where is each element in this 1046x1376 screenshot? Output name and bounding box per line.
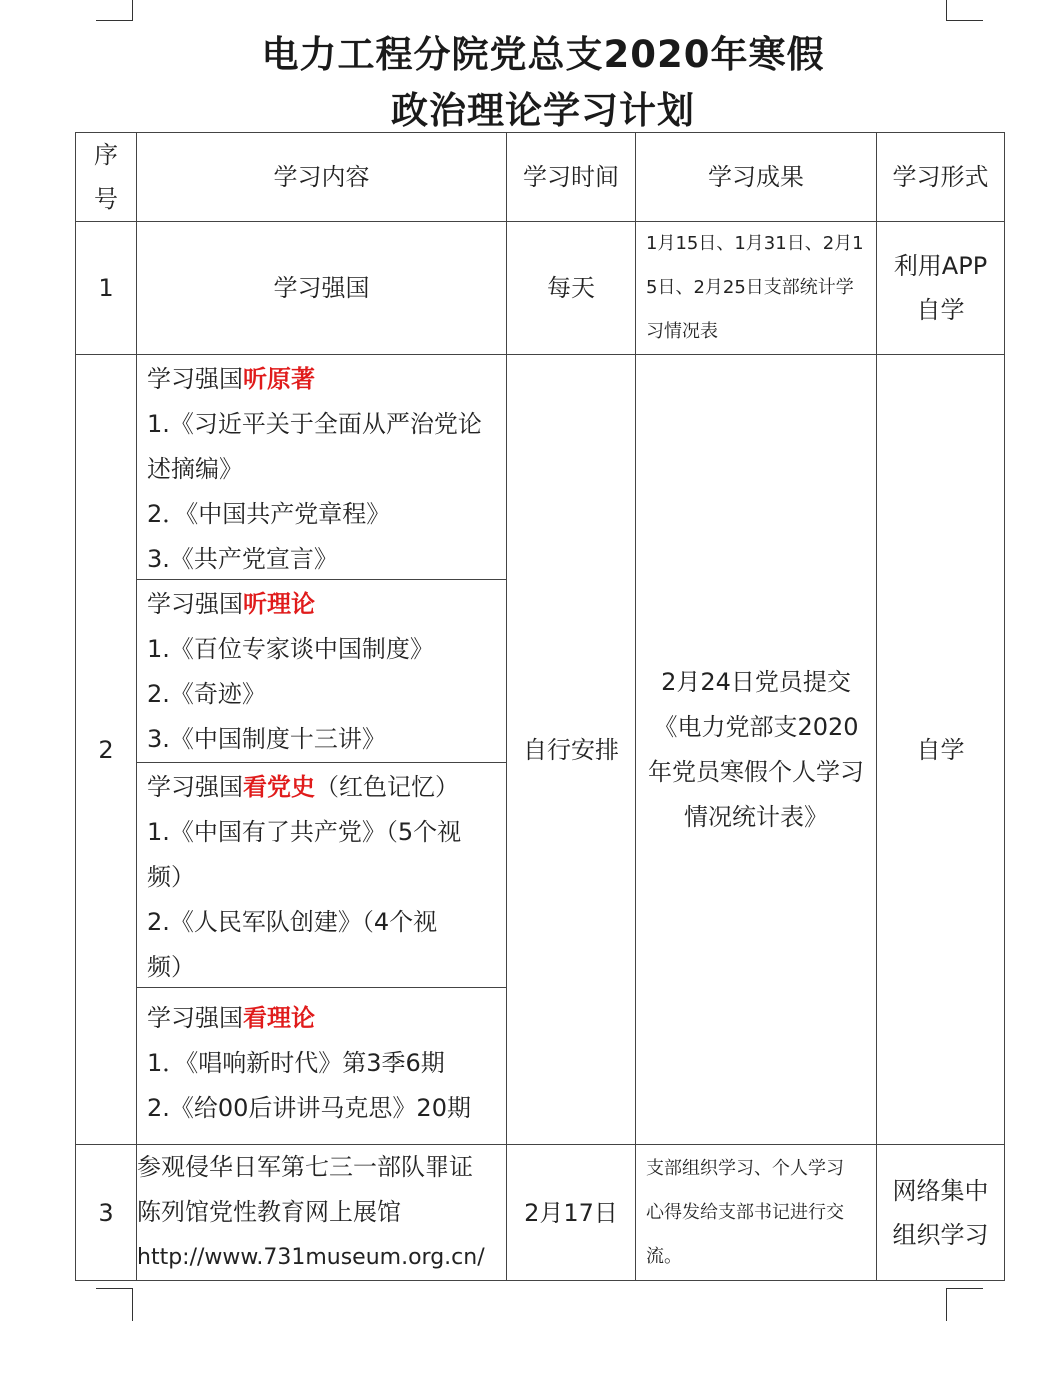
document-title-line-2: 政治理论学习计划 [391, 89, 695, 132]
row1-form: 利用APP 自学 [877, 222, 1005, 355]
row2-time: 自行安排 [507, 355, 636, 1145]
header-result: 学习成果 [636, 133, 877, 222]
document-title-line-1: 电力工程分院党总支2020年寒假 [261, 33, 825, 76]
row3-form: 网络集中 组织学习 [877, 1145, 1005, 1281]
row2-content [137, 355, 507, 1145]
crop-mark-bottom-left [96, 1288, 133, 1321]
header-content: 学习内容 [137, 133, 507, 222]
row1-time: 每天 [507, 222, 636, 355]
header-seq: 序 号 [76, 133, 137, 222]
row1-seq: 1 [76, 222, 137, 355]
row3-seq: 3 [76, 1145, 137, 1281]
header-form: 学习形式 [877, 133, 1005, 222]
crop-mark-top-right [946, 0, 983, 21]
museum-url-link[interactable]: http://www.731museum.org.cn/ [137, 1245, 485, 1270]
header-time: 学习时间 [507, 133, 636, 222]
crop-mark-top-left [96, 0, 133, 21]
study-plan-table [75, 132, 1005, 1281]
row3-result: 支部组织学习、个人学习 心得发给支部书记进行交 流。 [636, 1145, 877, 1281]
section-listen-theory: 学习强国听理论 1.《百位专家谈中国制度》 2.《奇迹》 3.《中国制度十三讲》 [137, 580, 506, 763]
row1-result: 1月15日、1月31日、2月1 5日、2月25日支部统计学 习情况表 [636, 222, 877, 355]
row2-seq: 2 [76, 355, 137, 1145]
table-row [76, 1145, 1005, 1281]
section-watch-theory: 学习强国看理论 1．《唱响新时代》第3季6期 2.《给00后讲讲马克思》20期 [147, 1004, 471, 1122]
row3-time: 2月17日 [507, 1145, 636, 1281]
section-watch-party-history: 学习强国看党史（红色记忆） 1.《中国有了共产党》（5个视 频） 2.《人民军队创建》（4个视 频） [137, 763, 506, 988]
section-listen-original: 学习强国听原著 1.《习近平关于全面从严治党论 述摘编》 2．《中国共产党章程》 3.《共产党宣言》 [137, 355, 506, 580]
row3-content: 参观侵华日军第七三一部队罪证 陈列馆党性教育网上展馆 http://www.731museum.org.cn/ [137, 1145, 507, 1281]
table-row [76, 355, 1005, 1145]
crop-mark-bottom-right [946, 1288, 983, 1321]
row2-result: 2月24日党员提交 《电力党部支2020 年党员寒假个人学习 情况统计表》 [636, 355, 877, 1145]
row2-form: 自学 [877, 355, 1005, 1145]
row1-content: 学习强国 [137, 222, 507, 355]
table-row [76, 222, 1005, 355]
table-header-row [76, 133, 1005, 222]
